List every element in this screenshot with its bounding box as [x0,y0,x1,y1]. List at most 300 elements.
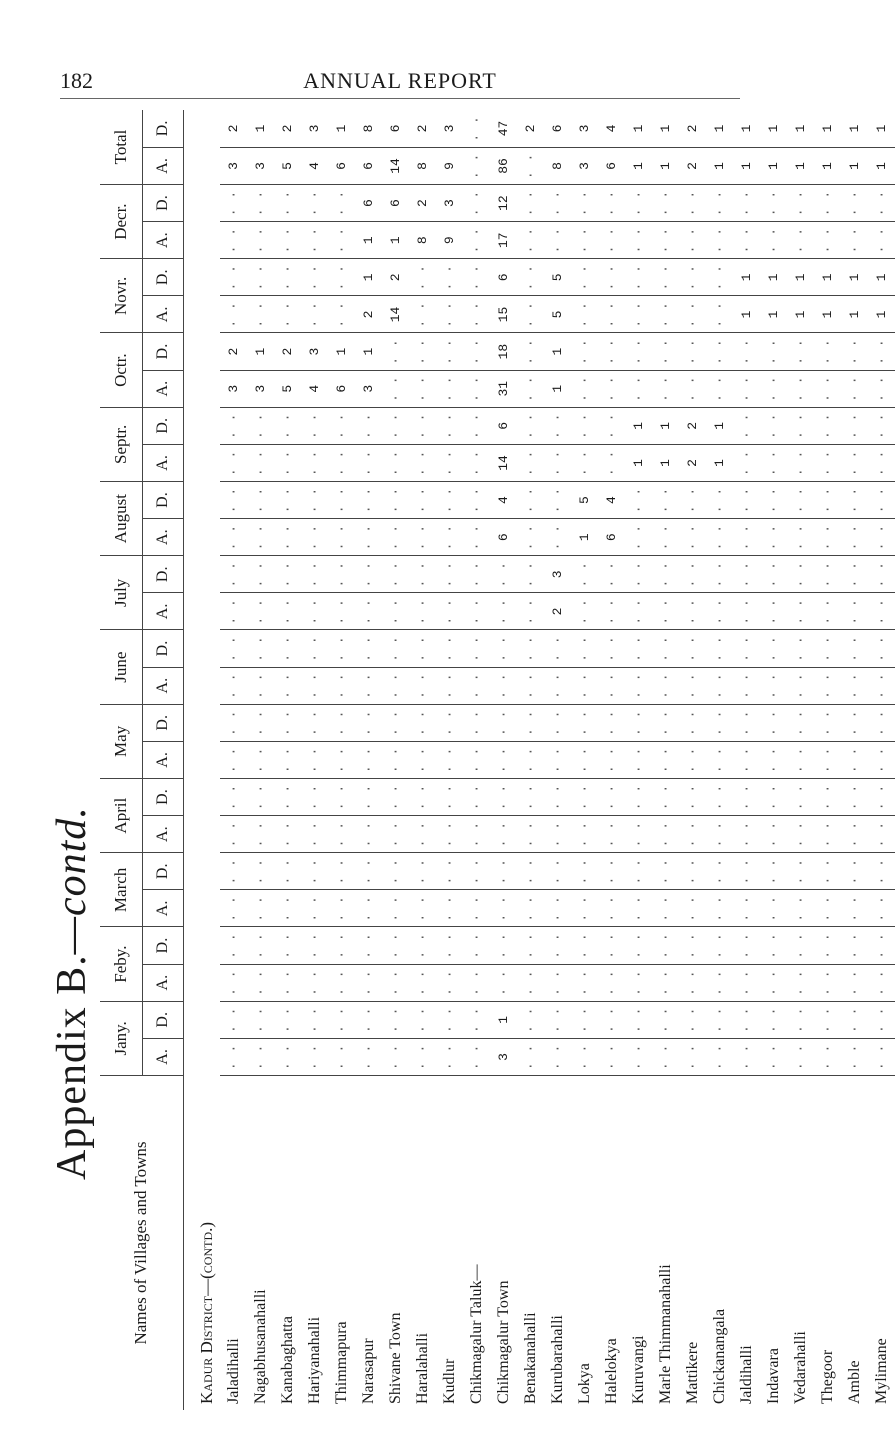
departures-header: D. [143,185,184,222]
table-cell: · · [814,816,841,853]
table-cell: 86 [490,147,517,184]
table-cell: 3 [436,185,463,222]
table-cell: · · [760,1001,787,1038]
table-cell: · · [679,1038,706,1075]
table-cell: 8 [409,147,436,184]
table-cell: · · [517,407,544,444]
table-cell: · · [652,482,679,519]
table-cell: 2 [382,259,409,296]
table-cell: · · [841,556,868,593]
table-cell: · · [409,407,436,444]
table-cell: · · [220,556,247,593]
table-cell: 1 [841,296,868,333]
table-cell: · · [247,964,274,1001]
table-cell: · · [733,853,760,890]
village-name: Benakanahalli [521,1312,539,1404]
month-header: Octr. [100,333,143,407]
table-cell: 1 [625,147,652,184]
table-cell: · · [814,1038,841,1075]
table-cell: · · [841,630,868,667]
table-cell: 2 [544,593,571,630]
month-header: July [100,556,143,630]
table-cell: · · [706,556,733,593]
table-cell: · · [598,556,625,593]
table-cell: · · [841,444,868,481]
table-cell: · · [328,407,355,444]
arrivals-header: A. [143,667,184,704]
departures-header: D. [143,482,184,519]
table-cell: · · [652,519,679,556]
table-cell: 6 [382,110,409,147]
table-cell: · · [760,630,787,667]
table-cell: · · [652,1038,679,1075]
table-cell: · · [787,370,814,407]
table-cell: 1 [787,296,814,333]
table-cell: · · [328,593,355,630]
departures-header: D. [143,259,184,296]
table-cell: · · [247,741,274,778]
table-cell: 3 [436,110,463,147]
table-cell: 3 [247,147,274,184]
table-cell: · · [436,1038,463,1075]
table-cell: · · [868,704,895,741]
arrivals-header: A. [143,370,184,407]
table-cell: 4 [301,370,328,407]
table-cell: · · [571,890,598,927]
table-cell: · · [787,1038,814,1075]
table-cell: · · [868,630,895,667]
table-cell: 1 [841,147,868,184]
table-cell: · · [706,593,733,630]
table-cell: · · [436,407,463,444]
table-cell: · · [868,853,895,890]
table-cell: · · [463,816,490,853]
table-cell: · · [868,556,895,593]
table-cell: · · [733,964,760,1001]
table-cell: · · [409,704,436,741]
table-cell: · · [652,779,679,816]
table-cell: · · [625,259,652,296]
table-cell: · · [247,1001,274,1038]
table-cell: · · [490,927,517,964]
table-cell: · · [652,185,679,222]
table-cell: 4 [598,482,625,519]
table-cell: · · [247,593,274,630]
table-cell: · · [328,185,355,222]
table-cell: · · [463,407,490,444]
table-cell: · · [301,927,328,964]
table-cell: · · [247,667,274,704]
table-cell: · · [868,407,895,444]
table-cell: · · [760,444,787,481]
table-cell: · · [517,482,544,519]
table-cell: · · [679,222,706,259]
table-cell: · · [490,593,517,630]
table-cell: · · [625,482,652,519]
table-cell: · · [625,779,652,816]
table-cell: · · [463,630,490,667]
table-row [517,110,544,1410]
table-cell: 1 [814,259,841,296]
table-cell: · · [409,890,436,927]
table-cell: · · [706,816,733,853]
table-cell: · · [301,556,328,593]
table-cell: 1 [814,296,841,333]
table-cell: · · [274,927,301,964]
table-cell: 2 [517,110,544,147]
table-cell: 1 [760,296,787,333]
table-cell: · · [760,704,787,741]
table-cell: · · [436,741,463,778]
table-cell: · · [571,370,598,407]
table-cell: · · [328,927,355,964]
table-cell: · · [517,296,544,333]
table-cell: · · [463,853,490,890]
table-row [328,110,355,1410]
table-cell: 1 [733,147,760,184]
table-cell: · · [220,667,247,704]
table-cell: · · [301,741,328,778]
table-cell: 1 [625,444,652,481]
table-cell: · · [571,333,598,370]
table-cell: · · [355,667,382,704]
table-cell: · · [463,927,490,964]
table-cell: · · [814,779,841,816]
table-cell: 2 [679,444,706,481]
table-cell: · · [814,185,841,222]
table-cell: · · [463,741,490,778]
table-cell: · · [301,853,328,890]
table-cell: · · [760,482,787,519]
table-cell: · · [409,927,436,964]
table-cell: · · [679,779,706,816]
table-cell: · · [733,444,760,481]
table-cell: · · [463,296,490,333]
table-cell: 14 [382,147,409,184]
table-cell: · · [787,816,814,853]
table-cell: · · [517,333,544,370]
table-cell: · · [517,1038,544,1075]
table-cell: 1 [814,110,841,147]
table-cell: · · [436,890,463,927]
table-cell: · · [463,482,490,519]
arrivals-header: A. [143,444,184,481]
table-cell: · · [355,890,382,927]
table-cell: · · [571,704,598,741]
table-cell: · · [355,964,382,1001]
arrivals-header: A. [143,222,184,259]
table-cell: 2 [409,185,436,222]
table-cell: · · [328,816,355,853]
table-cell: 1 [652,147,679,184]
table-cell: · · [652,259,679,296]
table-cell: · · [274,259,301,296]
table-cell: · · [382,853,409,890]
table-cell: · · [463,333,490,370]
month-header: Decr. [100,185,143,259]
table-cell: · · [868,482,895,519]
table-cell: · · [733,185,760,222]
table-cell: · · [814,964,841,1001]
table-cell: · · [544,630,571,667]
table-cell: · · [841,333,868,370]
table-cell: · · [544,816,571,853]
table-row [571,110,598,1410]
table-cell: · · [247,444,274,481]
table-cell: · · [787,890,814,927]
arrivals-header: A. [143,741,184,778]
month-header: May [100,704,143,778]
table-cell: · · [652,741,679,778]
appendix-label: Appendix B. [49,954,95,1180]
table-cell: · · [436,593,463,630]
table-cell: · · [463,667,490,704]
village-name: Chikmagalur Taluk— [467,1264,485,1404]
table-cell: · · [733,593,760,630]
page-number: 182 [60,68,93,93]
names-column-header: Names of Villages and Towns [100,1076,184,1411]
table-row [301,110,328,1410]
table-cell: · · [787,519,814,556]
table-cell: · · [463,259,490,296]
table-cell: · · [544,1038,571,1075]
table-cell: · · [220,630,247,667]
table-cell: · · [841,816,868,853]
table-cell: · · [247,185,274,222]
arrivals-header: A. [143,1038,184,1075]
table-cell: · · [706,1038,733,1075]
table-cell: 6 [598,519,625,556]
table-cell: · · [652,556,679,593]
table-cell: · · [544,407,571,444]
table-cell: · · [598,444,625,481]
table-cell: · · [274,964,301,1001]
table-cell: 12 [490,185,517,222]
table-cell: 6 [328,147,355,184]
table-cell: · · [868,185,895,222]
table-cell: · · [409,259,436,296]
table-cell: · · [598,185,625,222]
table-cell: 1 [652,407,679,444]
table-cell: · · [274,630,301,667]
table-cell: · · [517,222,544,259]
table-cell: · · [733,816,760,853]
table-cell: · · [274,779,301,816]
table-cell: · · [490,556,517,593]
table-cell: · · [301,444,328,481]
village-name: Mattikere [683,1341,701,1404]
table-cell: · · [220,185,247,222]
table-cell: · · [382,779,409,816]
village-name: Hariyanahalli [305,1316,323,1404]
table-cell: · · [571,1001,598,1038]
table-cell: · · [220,816,247,853]
table-cell: · · [301,482,328,519]
table-cell: · · [679,890,706,927]
table-cell: · · [598,630,625,667]
table-cell: · · [598,333,625,370]
table-cell: · · [706,741,733,778]
table-cell: · · [382,407,409,444]
table-cell: 14 [490,444,517,481]
table-cell: · · [517,927,544,964]
table-cell: · · [517,185,544,222]
table-cell: · · [760,779,787,816]
table-cell: · · [328,556,355,593]
table-cell: · · [706,667,733,704]
table-cell: · · [274,519,301,556]
table-cell: · · [409,741,436,778]
table-cell: · · [490,667,517,704]
table-cell: · · [706,927,733,964]
table-cell: · · [355,816,382,853]
table-row [274,110,301,1410]
table-cell: 4 [598,110,625,147]
village-name: Halelokya [602,1338,620,1404]
table-cell: · · [274,407,301,444]
table-cell: · · [436,927,463,964]
table-cell: · · [463,110,490,147]
table-cell: · · [679,556,706,593]
table-cell: · · [409,519,436,556]
table-cell: · · [814,333,841,370]
table-cell: 1 [787,110,814,147]
table-cell: · · [625,853,652,890]
table-cell: · · [301,890,328,927]
table-cell: · · [733,407,760,444]
table-cell: · · [760,556,787,593]
statistics-table [100,110,895,1410]
table-cell: · · [841,667,868,704]
arrivals-header: A. [143,147,184,184]
table-cell: · · [463,222,490,259]
month-header: Feby. [100,927,143,1001]
table-cell: 2 [679,407,706,444]
table-cell: · · [787,407,814,444]
table-cell: · · [274,556,301,593]
table-cell: · · [868,1038,895,1075]
table-cell: · · [436,370,463,407]
table-cell: · · [571,964,598,1001]
departures-header: D. [143,1001,184,1038]
table-cell: · · [355,1001,382,1038]
table-cell: · · [841,779,868,816]
table-cell: · · [787,482,814,519]
table-cell: · · [409,816,436,853]
table-cell: · · [787,185,814,222]
table-row [625,110,652,1410]
table-cell: · · [409,1001,436,1038]
table-cell: · · [490,890,517,927]
table-cell: · · [706,482,733,519]
table-cell: 1 [868,110,895,147]
table-row [382,110,409,1410]
table-cell: · · [814,222,841,259]
table-cell: 1 [652,444,679,481]
village-name: Amble [845,1360,863,1404]
table-cell: · · [301,1001,328,1038]
table-cell: 2 [220,110,247,147]
table-cell: · · [706,1001,733,1038]
table-cell: · · [517,704,544,741]
table-cell: · · [274,593,301,630]
table-cell: · · [382,593,409,630]
table-cell: · · [652,816,679,853]
table-cell: 8 [544,147,571,184]
table-cell: · · [220,1001,247,1038]
table-cell: · · [733,1038,760,1075]
table-cell: · · [382,1001,409,1038]
table-cell: · · [301,593,328,630]
table-row [463,110,490,1410]
table-cell: · · [652,630,679,667]
table-cell: · · [274,482,301,519]
table-cell: · · [598,853,625,890]
table-cell: · · [409,593,436,630]
table-cell: · · [652,667,679,704]
table-cell: 4 [490,482,517,519]
village-name: Indavara [764,1348,782,1404]
table-cell: 3 [220,370,247,407]
table-cell: · · [571,407,598,444]
month-header: Total [100,110,143,185]
table-cell: 1 [625,110,652,147]
table-cell: · · [247,890,274,927]
table-cell: · · [679,816,706,853]
table-cell: 4 [301,147,328,184]
table-cell: · · [382,1038,409,1075]
table-cell: · · [868,333,895,370]
table-cell: 3 [490,1038,517,1075]
table-cell: · · [706,222,733,259]
table-cell: 5 [274,147,301,184]
table-cell: · · [814,630,841,667]
table-cell: · · [328,741,355,778]
table-cell: · · [571,630,598,667]
table-cell: · · [436,482,463,519]
table-cell: 1 [706,110,733,147]
table-cell: · · [625,667,652,704]
village-name: Chikmagalur Town [494,1280,512,1404]
table-cell: · · [868,667,895,704]
table-cell: · · [841,964,868,1001]
table-cell: 6 [328,370,355,407]
table-cell: · · [868,222,895,259]
village-name: Vedarahalli [791,1331,809,1404]
table-cell: · · [436,259,463,296]
table-cell: · · [544,444,571,481]
table-cell: · · [706,185,733,222]
table-cell: · · [328,667,355,704]
table-cell: 6 [355,147,382,184]
table-cell: · · [733,222,760,259]
table-cell: · · [598,259,625,296]
table-cell: · · [382,482,409,519]
table-cell: · · [382,333,409,370]
table-cell: · · [274,667,301,704]
table-cell: · · [652,296,679,333]
table-cell: · · [841,1038,868,1075]
table-cell: 6 [598,147,625,184]
table-cell: · · [841,593,868,630]
table-cell: · · [220,890,247,927]
table-cell: · · [598,927,625,964]
table-cell: · · [463,1038,490,1075]
table-cell: · · [517,630,544,667]
table-cell: · · [868,519,895,556]
table-cell: · · [652,370,679,407]
table-cell: 1 [490,1001,517,1038]
